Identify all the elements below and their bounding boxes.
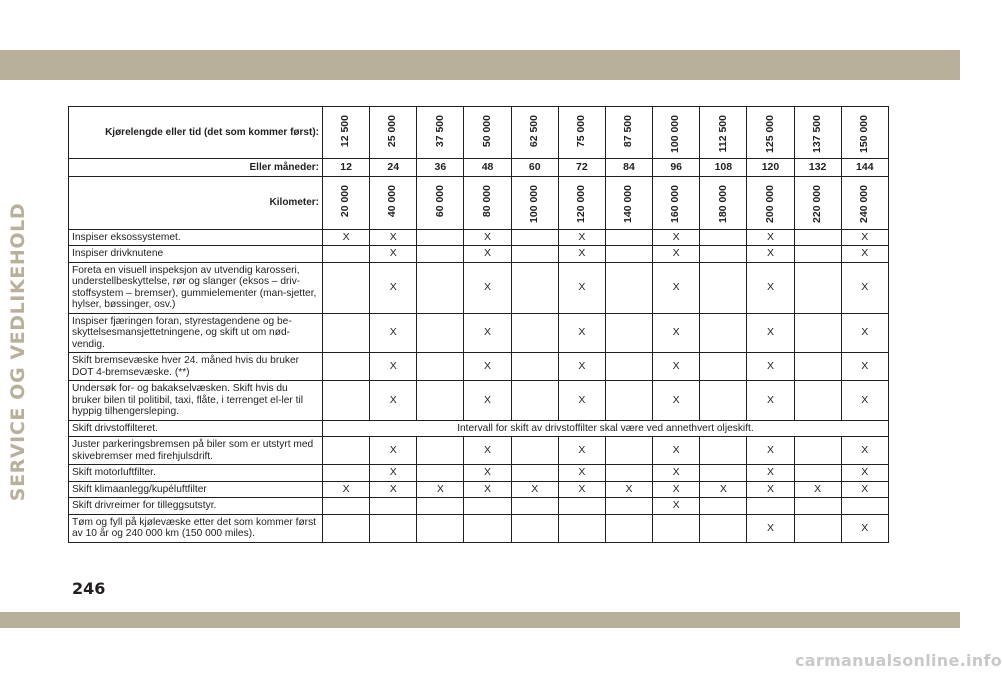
- task-description: Skift bremsevæske hver 24. måned hvis du bruker DOT 4-bremsevæske. (**): [69, 353, 323, 381]
- service-mark: X: [558, 481, 605, 498]
- service-mark: [653, 514, 700, 542]
- service-mark: X: [841, 246, 888, 263]
- top-band: [0, 50, 960, 80]
- service-mark: [370, 498, 417, 515]
- distance-header-row-value-text: 50 000: [480, 115, 493, 148]
- schedule-row: [69, 313, 889, 353]
- schedule-row: [69, 481, 889, 498]
- service-mark: [511, 465, 558, 482]
- service-mark: [323, 381, 370, 421]
- km-header-row-value: [417, 177, 464, 229]
- task-description: Inspiser eksossystemet.: [69, 229, 323, 246]
- distance-header-row-value-text: 12 500: [339, 115, 352, 148]
- service-mark: [417, 262, 464, 313]
- service-mark: [747, 498, 794, 515]
- km-header-row-value-text: 100 000: [527, 185, 540, 224]
- service-mark: X: [794, 481, 841, 498]
- distance-header-row-value: [653, 107, 700, 159]
- service-mark: [323, 313, 370, 353]
- service-mark: X: [653, 246, 700, 263]
- service-mark: [417, 246, 464, 263]
- months-header-row-value: 96: [653, 159, 700, 177]
- service-mark: X: [653, 498, 700, 515]
- distance-header-row-value-text: 87 500: [622, 115, 635, 148]
- distance-header-row-value-text: 75 000: [575, 115, 588, 148]
- service-mark: [417, 437, 464, 465]
- service-mark: X: [747, 313, 794, 353]
- service-mark: X: [653, 381, 700, 421]
- schedule-row: [69, 381, 889, 421]
- service-mark: X: [747, 437, 794, 465]
- service-mark: X: [653, 437, 700, 465]
- km-header-row-value: [511, 177, 558, 229]
- service-mark: X: [370, 229, 417, 246]
- service-mark: X: [653, 465, 700, 482]
- months-header-row: [69, 159, 889, 177]
- service-mark: X: [841, 262, 888, 313]
- service-mark: [511, 381, 558, 421]
- service-mark: [794, 381, 841, 421]
- distance-header-row-value: [605, 107, 652, 159]
- task-description: Inspiser fjæringen foran, styrestagendene og be-skyttelsesmansjettetningene, og skift ut om nød-vendig.: [69, 313, 323, 353]
- distance-header-row-value: [417, 107, 464, 159]
- service-mark: [511, 229, 558, 246]
- service-mark: X: [558, 353, 605, 381]
- service-mark: [417, 381, 464, 421]
- service-mark: [700, 437, 747, 465]
- months-header-row-value: 120: [747, 159, 794, 177]
- service-mark: X: [747, 514, 794, 542]
- service-mark: [323, 262, 370, 313]
- service-mark: [841, 498, 888, 515]
- months-header-row-value: 144: [841, 159, 888, 177]
- service-mark: [700, 381, 747, 421]
- service-mark: [323, 353, 370, 381]
- km-header-row-value: [464, 177, 511, 229]
- km-header-row-value-text: 220 000: [810, 185, 823, 224]
- service-mark: X: [558, 229, 605, 246]
- service-mark: [417, 514, 464, 542]
- months-header-row-value: 132: [794, 159, 841, 177]
- service-mark: X: [370, 353, 417, 381]
- service-mark: [417, 229, 464, 246]
- service-mark: X: [370, 381, 417, 421]
- distance-header-row-value: [323, 107, 370, 159]
- service-mark: X: [653, 229, 700, 246]
- service-mark: [323, 246, 370, 263]
- distance-header-row-value-text: 112 500: [716, 115, 729, 153]
- km-header-row: [69, 177, 889, 229]
- service-mark: X: [464, 465, 511, 482]
- service-mark: X: [558, 262, 605, 313]
- distance-header-row-value-text: 62 500: [527, 115, 540, 148]
- service-mark: [605, 514, 652, 542]
- service-mark: X: [653, 481, 700, 498]
- months-header-row-value: 12: [323, 159, 370, 177]
- distance-header-row-value: [370, 107, 417, 159]
- service-mark: X: [464, 353, 511, 381]
- service-mark: [511, 262, 558, 313]
- distance-header-row-value: [841, 107, 888, 159]
- service-mark: [323, 465, 370, 482]
- distance-header-row-value-text: 150 000: [858, 115, 871, 153]
- distance-header-row-value: [747, 107, 794, 159]
- service-mark: X: [464, 313, 511, 353]
- service-mark: X: [841, 514, 888, 542]
- task-description: Skift drivreimer for tilleggsutstyr.: [69, 498, 323, 515]
- service-mark: X: [464, 381, 511, 421]
- service-mark: X: [700, 481, 747, 498]
- task-description: Inspiser drivknutene: [69, 246, 323, 263]
- km-header-row-value: [841, 177, 888, 229]
- service-mark: [700, 498, 747, 515]
- service-mark: X: [370, 465, 417, 482]
- service-mark: [605, 437, 652, 465]
- months-header-row-value: 48: [464, 159, 511, 177]
- km-header-row-value-text: 120 000: [575, 185, 588, 224]
- distance-header-row-value-text: 137 500: [810, 115, 823, 153]
- service-mark: [794, 465, 841, 482]
- page-number: 246: [72, 579, 106, 598]
- months-header-row-value: 36: [417, 159, 464, 177]
- task-description: Skift klimaanlegg/kupéluftfilter: [69, 481, 323, 498]
- service-mark: X: [417, 481, 464, 498]
- service-mark: X: [464, 437, 511, 465]
- service-mark: [605, 246, 652, 263]
- service-mark: [700, 313, 747, 353]
- km-header-row-value-text: 180 000: [716, 185, 729, 224]
- schedule-row: [69, 229, 889, 246]
- service-mark: X: [370, 481, 417, 498]
- service-mark: X: [841, 465, 888, 482]
- schedule-row: [69, 420, 889, 437]
- service-mark: X: [747, 246, 794, 263]
- service-mark: [605, 381, 652, 421]
- section-side-title-text: SERVICE OG VEDLIKEHOLD: [7, 202, 29, 502]
- service-mark: X: [511, 481, 558, 498]
- service-mark: [323, 514, 370, 542]
- distance-header-row-value-text: 125 000: [763, 115, 776, 153]
- task-description: Undersøk for- og bakakselvæsken. Skift hvis du bruker bilen til politibil, taxi, flåte, i terrenget el-ler til hyppig tilhengersleping.: [69, 381, 323, 421]
- km-header-row-value-text: 40 000: [386, 185, 399, 218]
- service-mark: [605, 465, 652, 482]
- service-mark: X: [605, 481, 652, 498]
- service-mark: X: [370, 246, 417, 263]
- service-mark: X: [558, 465, 605, 482]
- service-mark: X: [558, 437, 605, 465]
- distance-header-row-value: [794, 107, 841, 159]
- service-mark: [558, 514, 605, 542]
- interval-note: Intervall for skift av drivstoffilter skal være ved annethvert oljeskift.: [323, 420, 889, 437]
- service-mark: X: [747, 481, 794, 498]
- service-mark: X: [747, 353, 794, 381]
- service-mark: X: [747, 381, 794, 421]
- service-mark: [700, 353, 747, 381]
- km-header-row-value-text: 160 000: [669, 185, 682, 224]
- km-header-row-value-text: 20 000: [339, 185, 352, 218]
- distance-header-row-value: [511, 107, 558, 159]
- service-mark: [370, 514, 417, 542]
- service-mark: [700, 229, 747, 246]
- service-mark: X: [653, 262, 700, 313]
- task-description: Juster parkeringsbremsen på biler som er utstyrt med skivebremser med firehjulsdrift.: [69, 437, 323, 465]
- service-mark: [323, 437, 370, 465]
- months-header-row-value: 72: [558, 159, 605, 177]
- schedule-row: [69, 465, 889, 482]
- months-header-row-value: 24: [370, 159, 417, 177]
- service-mark: X: [370, 262, 417, 313]
- km-header-row-value: [370, 177, 417, 229]
- maintenance-schedule-table: [68, 106, 889, 543]
- service-mark: [794, 229, 841, 246]
- service-mark: X: [323, 229, 370, 246]
- km-header-row-value: [653, 177, 700, 229]
- service-mark: [511, 313, 558, 353]
- service-mark: [700, 514, 747, 542]
- service-mark: [700, 246, 747, 263]
- service-mark: X: [558, 381, 605, 421]
- service-mark: X: [747, 229, 794, 246]
- distance-header-row-value: [464, 107, 511, 159]
- schedule-row: [69, 437, 889, 465]
- service-mark: [511, 498, 558, 515]
- service-mark: X: [370, 437, 417, 465]
- service-mark: [417, 353, 464, 381]
- service-mark: [794, 246, 841, 263]
- km-header-row-value: [700, 177, 747, 229]
- service-mark: [700, 465, 747, 482]
- km-header-row-value-text: 80 000: [480, 185, 493, 218]
- task-description: Foreta en visuell inspeksjon av utvendig karosseri, understellbeskyttelse, rør og slanger (eksos – driv-stoffsystem – bremser), gummielementer (man-sjetter, hylser, bøssinger, osv.): [69, 262, 323, 313]
- bottom-band: [0, 612, 960, 628]
- km-header-row-label: Kilometer:: [69, 177, 323, 229]
- service-mark: [417, 465, 464, 482]
- distance-header-row-value: [558, 107, 605, 159]
- service-mark: [417, 313, 464, 353]
- months-header-row-value: 84: [605, 159, 652, 177]
- distance-header-row-value-text: 37 500: [433, 115, 446, 148]
- service-mark: X: [841, 437, 888, 465]
- task-description: Skift motorluftfilter.: [69, 465, 323, 482]
- service-mark: X: [464, 262, 511, 313]
- service-mark: [558, 498, 605, 515]
- service-mark: [464, 498, 511, 515]
- service-mark: [605, 313, 652, 353]
- service-mark: [464, 514, 511, 542]
- distance-header-row-label: Kjørelengde eller tid (det som kommer først):: [69, 107, 323, 159]
- distance-header-row-value-text: 25 000: [386, 115, 399, 148]
- service-mark: X: [558, 246, 605, 263]
- service-mark: X: [653, 313, 700, 353]
- km-header-row-value: [605, 177, 652, 229]
- service-mark: [605, 353, 652, 381]
- service-mark: [511, 437, 558, 465]
- service-mark: X: [747, 262, 794, 313]
- service-mark: X: [370, 313, 417, 353]
- km-header-row-value: [794, 177, 841, 229]
- schedule-row: [69, 353, 889, 381]
- service-mark: [794, 437, 841, 465]
- task-description: Skift drivstoffilteret.: [69, 420, 323, 437]
- km-header-row-value: [747, 177, 794, 229]
- km-header-row-value-text: 240 000: [858, 185, 871, 224]
- service-mark: [700, 262, 747, 313]
- service-mark: X: [464, 229, 511, 246]
- schedule-row: [69, 262, 889, 313]
- service-mark: [605, 229, 652, 246]
- km-header-row-value-text: 60 000: [433, 185, 446, 218]
- service-mark: [794, 262, 841, 313]
- service-mark: [511, 353, 558, 381]
- km-header-row-value-text: 140 000: [622, 185, 635, 224]
- service-mark: X: [841, 381, 888, 421]
- service-mark: [511, 514, 558, 542]
- service-mark: [605, 498, 652, 515]
- service-mark: [794, 353, 841, 381]
- service-mark: X: [464, 481, 511, 498]
- distance-header-row: [69, 107, 889, 159]
- service-mark: [794, 498, 841, 515]
- schedule-row: [69, 498, 889, 515]
- service-mark: X: [841, 481, 888, 498]
- service-mark: X: [558, 313, 605, 353]
- service-mark: X: [653, 353, 700, 381]
- service-mark: X: [841, 313, 888, 353]
- schedule-row: [69, 246, 889, 263]
- service-mark: [417, 498, 464, 515]
- task-description: Tøm og fyll på kjølevæske etter det som kommer først av 10 år og 240 000 km (150 000 miles).: [69, 514, 323, 542]
- service-mark: [323, 498, 370, 515]
- service-mark: X: [841, 229, 888, 246]
- service-mark: [794, 313, 841, 353]
- service-mark: X: [841, 353, 888, 381]
- service-mark: [511, 246, 558, 263]
- service-mark: X: [323, 481, 370, 498]
- months-header-row-value: 60: [511, 159, 558, 177]
- distance-header-row-value-text: 100 000: [669, 115, 682, 153]
- service-mark: X: [464, 246, 511, 263]
- months-header-row-label: Eller måneder:: [69, 159, 323, 177]
- distance-header-row-value: [700, 107, 747, 159]
- service-mark: [794, 514, 841, 542]
- km-header-row-value: [558, 177, 605, 229]
- km-header-row-value-text: 200 000: [763, 185, 776, 224]
- months-header-row-value: 108: [700, 159, 747, 177]
- service-mark: [605, 262, 652, 313]
- watermark: carmanualsonline.info: [795, 651, 1002, 670]
- service-mark: X: [747, 465, 794, 482]
- schedule-row: [69, 514, 889, 542]
- km-header-row-value: [323, 177, 370, 229]
